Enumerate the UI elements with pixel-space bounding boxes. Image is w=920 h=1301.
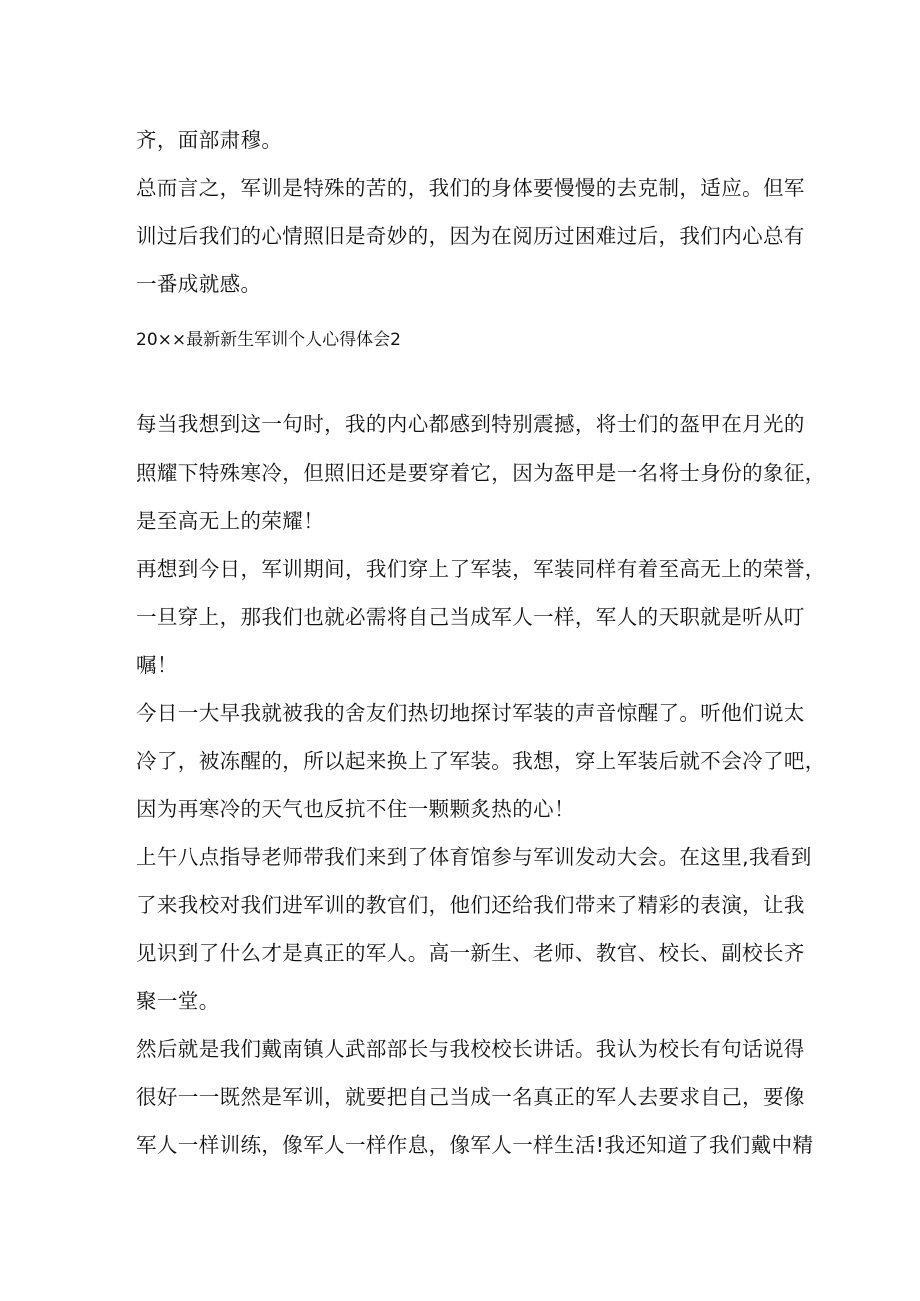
text-line: 今日一大早我就被我的舍友们热切地探讨军装的声音惊醒了。听他们说太	[136, 701, 805, 725]
section-heading: 20××最新新生军训个人心得体会2	[136, 330, 401, 350]
text-line: 冷了，被冻醒的，所以起来换上了军装。我想，穿上军装后就不会冷了吧，	[136, 749, 826, 773]
text-line: 总而言之，军训是特殊的苦的，我们的身体要慢慢的去克制，适应。但军	[136, 176, 805, 200]
text-line: 齐，面部肃穆。	[136, 128, 283, 152]
text-line: 每当我想到这一句时，我的内心都感到特别震撼，将士们的盔甲在月光的	[136, 412, 805, 436]
text-line: 了来我校对我们进军训的教官们，他们还给我们带来了精彩的表演，让我	[136, 893, 805, 917]
text-line: 再想到今日，军训期间，我们穿上了军装，军装同样有着至高无上的荣誉，	[136, 557, 826, 581]
text-line: 训过后我们的心情照旧是奇妙的，因为在阅历过困难过后，我们内心总有	[136, 224, 805, 248]
text-line: 然后就是我们戴南镇人武部部长与我校校长讲话。我认为校长有句话说得	[136, 1037, 805, 1061]
text-line: 军人一样训练，像军人一样作息，像军人一样生活!我还知道了我们戴中精	[136, 1133, 814, 1157]
text-line: 一番成就感。	[136, 272, 262, 296]
text-line: 聚一堂。	[136, 989, 220, 1013]
text-line: 嘱！	[136, 653, 178, 677]
text-line: 一旦穿上，那我们也就必需将自己当成军人一样，军人的天职就是听从叮	[136, 605, 805, 629]
text-line: 因为再寒冷的天气也反抗不住一颗颗炙热的心！	[136, 797, 575, 821]
text-line: 见识到了什么才是真正的军人。高一新生、老师、教官、校长、副校长齐	[136, 941, 805, 965]
text-line: 上午八点指导老师带我们来到了体育馆参与军训发动大会。在这里,我看到	[136, 845, 812, 869]
text-line: 照耀下特殊寒冷，但照旧还是要穿着它，因为盔甲是一名将士身份的象征，	[136, 461, 826, 485]
text-line: 是至高无上的荣耀！	[136, 509, 325, 533]
text-line: 很好一一既然是军训，就要把自己当成一名真正的军人去要求自己，要像	[136, 1085, 805, 1109]
